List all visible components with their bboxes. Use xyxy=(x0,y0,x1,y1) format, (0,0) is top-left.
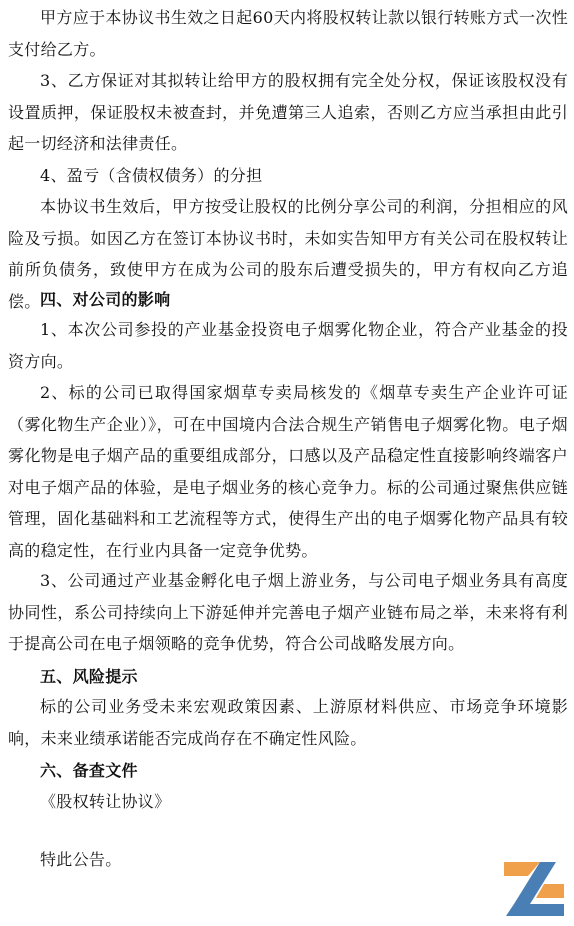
paragraph-profit-loss: 本协议书生效后，甲方按受让股权的比例分享公司的利润，分担相应的风险及亏损。如因乙方在签订本协议书时，未如实告知甲方有关公司在股权转让前所负债务，致使甲方在成为公司的股东后遭受损失的，甲方有权向乙方追偿。 xyxy=(8,197,568,311)
paragraph-guarantee: 3、乙方保证对其拟转让给甲方的股权拥有完全处分权，保证该股权没有设置质押，保证股权未被查封，并免遭第三人追索，否则乙方应当承担由此引起一切经济和法律责任。 xyxy=(8,71,568,153)
section-heading-documents: 六、备查文件 xyxy=(40,761,138,780)
paragraph-impact-2: 2、标的公司已取得国家烟草专卖局核发的《烟草专卖生产企业许可证（雾化物生产企业）》，可在中国境内合法合规生产销售电子烟雾化物。电子烟雾化物是电子烟产品的重要组成部分，口感以及产品稳定性直接影响终端客户对电子烟产品的体验，是电子烟业务的核心竞争力。标的公司通过聚焦供应链管理，固化基础料和工艺流程等方式，使得生产出的电子烟雾化物产品具有较高的稳定性，在行业内具备一定竞争优势。 xyxy=(8,383,568,560)
paragraph-impact-1: 1、本次公司参投的产业基金投资电子烟雾化物企业，符合产业基金的投资方向。 xyxy=(8,320,568,371)
watermark-logo-icon xyxy=(500,858,566,918)
section-heading-impact: 四、对公司的影响 xyxy=(40,290,171,309)
closing-announcement: 特此公告。 xyxy=(40,850,122,869)
document-reference: 《股权转让协议》 xyxy=(40,792,171,811)
paragraph-profit-loss-title: 4、盈亏（含债权债务）的分担 xyxy=(40,166,263,185)
paragraph-impact-3: 3、公司通过产业基金孵化电子烟上游业务，与公司电子烟业务具有高度协同性，系公司持续向上下游延伸并完善电子烟产业链布局之举，未来将有利于提高公司在电子烟领略的竞争优势，符合公司战略发展方向。 xyxy=(8,571,568,653)
paragraph-payment: 甲方应于本协议书生效之日起60天内将股权转让款以银行转账方式一次性支付给乙方。 xyxy=(8,8,568,59)
section-heading-risk: 五、风险提示 xyxy=(40,667,138,686)
paragraph-risk: 标的公司业务受未来宏观政策因素、上游原材料供应、市场竞争环境影响，未来业绩承诺能否完成尚存在不确定性风险。 xyxy=(8,697,568,748)
